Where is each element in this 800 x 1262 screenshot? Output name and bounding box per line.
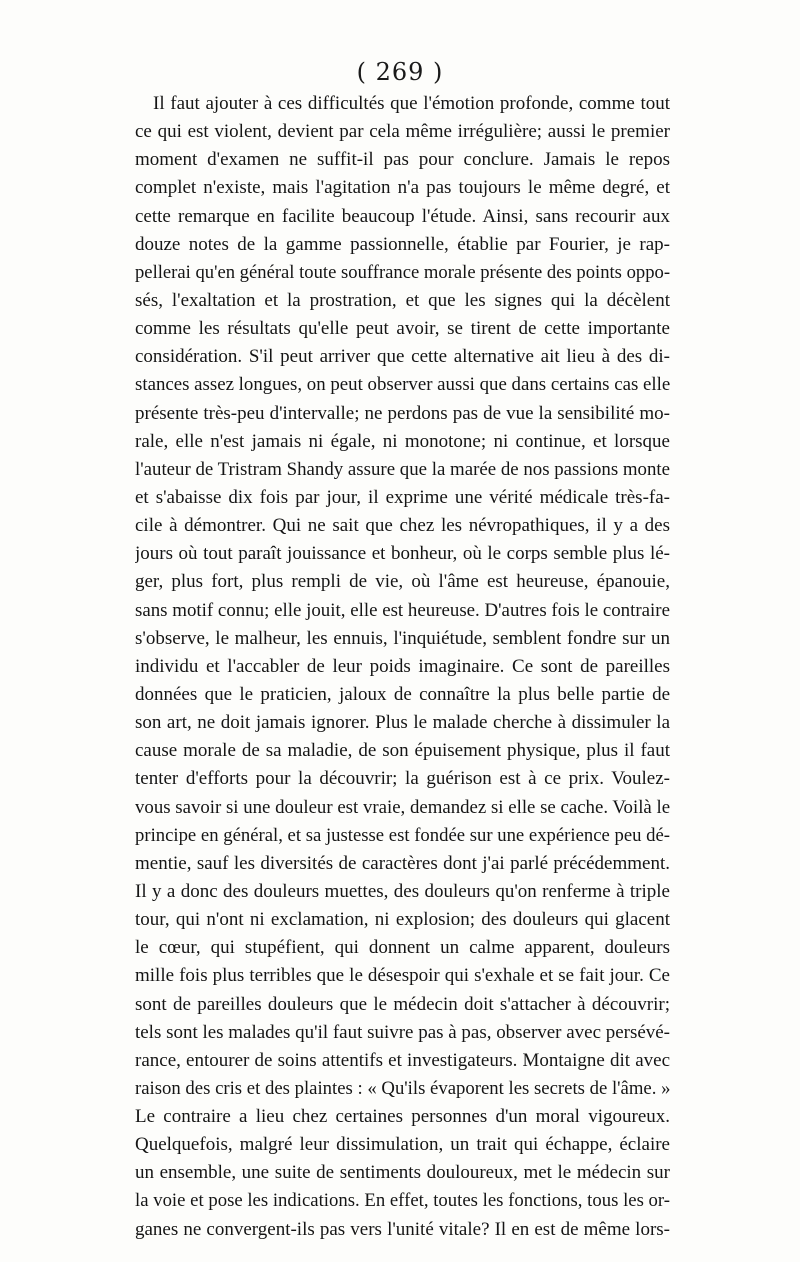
text-line: complet n'existe, mais l'agitation n'a pas toujours le même degré, et [135,177,670,199]
text-line: cette remarque en facilite beaucoup l'étude. Ainsi, sans recourir aux [135,205,670,227]
text-line: tels sont les malades qu'il faut suivre pas à pas, observer avec persévé- [135,1021,670,1043]
text-line: raison des cris et des plaintes : « Qu'ils évaporent les secrets de l'âme. » [135,1077,671,1099]
text-line: présente très-peu d'intervalle; ne perdons pas de vue la sensibilité mo- [135,402,670,424]
text-line: principe en général, et sa justesse est fondée sur une expérience peu dé- [135,824,671,846]
text-line: jours où tout paraît jouissance et bonheur, où le corps semble plus lé- [135,543,670,565]
text-line: individu et l'accabler de leur poids imaginaire. Ce sont de pareilles [135,655,670,677]
text-line: Il y a donc des douleurs muettes, des douleurs qu'on renferme à triple [135,880,670,902]
text-line: sés, l'exaltation et la prostration, et que les signes qui la décèlent [135,289,670,311]
text-line: rale, elle n'est jamais ni égale, ni monotone; ni continue, et lorsque [135,430,670,452]
text-line: son art, ne doit jamais ignorer. Plus le malade cherche à dissimuler la [135,712,670,734]
text-line: pellerai qu'en général toute souffrance morale présente des points oppo- [135,261,671,283]
text-line: stances assez longues, on peut observer aussi que dans certains cas elle [135,374,671,396]
text-line: mentie, sauf les diversités de caractères dont j'ai parlé précédemment. [135,852,670,874]
text-line: et s'abaisse dix fois par jour, il exprime une vérité médicale très-fa- [135,486,670,508]
text-line: le cœur, qui stupéfient, qui donnent un calme apparent, douleurs [135,937,670,959]
text-line: ganes ne convergent-ils pas vers l'unité vitale? Il en est de même lors- [135,1218,670,1240]
text-line: douze notes de la gamme passionnelle, établie par Fourier, je rap- [135,233,670,255]
text-line: cause morale de sa maladie, de son épuisement physique, plus il faut [135,740,670,762]
text-line: ce qui est violent, devient par cela même irrégulière; aussi le premier [135,121,670,143]
text-line: s'observe, le malheur, les ennuis, l'inquiétude, semblent fondre sur un [135,627,670,649]
text-line: comme les résultats qu'elle peut avoir, se tirent de cette importante [135,318,670,340]
text-line: mille fois plus terribles que le désespoir qui s'exhale et se fait jour. Ce [135,965,670,987]
text-line: considération. S'il peut arriver que cette alternative ait lieu à des di- [135,346,670,368]
page-number: ( 269 ) [356,58,444,86]
text-line: Le contraire a lieu chez certaines personnes d'un moral vigoureux. [135,1106,670,1128]
text-line: un ensemble, une suite de sentiments douloureux, met le médecin sur [135,1162,670,1184]
text-line: Il faut ajouter à ces difficultés que l'émotion profonde, comme tout [153,93,670,114]
text-line: sont de pareilles douleurs que le médecin doit s'attacher à découvrir; [135,993,670,1015]
text-line: ger, plus fort, plus rempli de vie, où l'âme est heureuse, épanouie, [135,571,670,593]
text-line: cile à démontrer. Qui ne sait que chez les névropathiques, il y a des [135,515,670,537]
text-line: l'auteur de Tristram Shandy assure que la marée de nos passions monte [135,458,671,480]
text-line: tour, qui n'ont ni exclamation, ni explosion; des douleurs qui glacent [135,909,670,931]
text-line: vous savoir si une douleur est vraie, demandez si elle se cache. Voilà le [135,796,670,818]
text-line: tenter d'efforts pour la découvrir; la guérison est à ce prix. Voulez- [135,768,670,790]
body-text [135,90,670,1244]
text-line: Quelquefois, malgré leur dissimulation, un trait qui échappe, éclaire [135,1134,670,1156]
text-line: données que le praticien, jaloux de connaître la plus belle partie de [135,683,670,705]
text-line: la voie et pose les indications. En effet, toutes les fonctions, tous les or- [135,1190,671,1212]
text-line: rance, entourer de soins attentifs et investigateurs. Montaigne dit avec [135,1049,670,1071]
text-line: sans motif connu; elle jouit, elle est heureuse. D'autres fois le contraire [135,599,670,621]
text-line: moment d'examen ne suffit-il pas pour conclure. Jamais le repos [135,149,670,171]
